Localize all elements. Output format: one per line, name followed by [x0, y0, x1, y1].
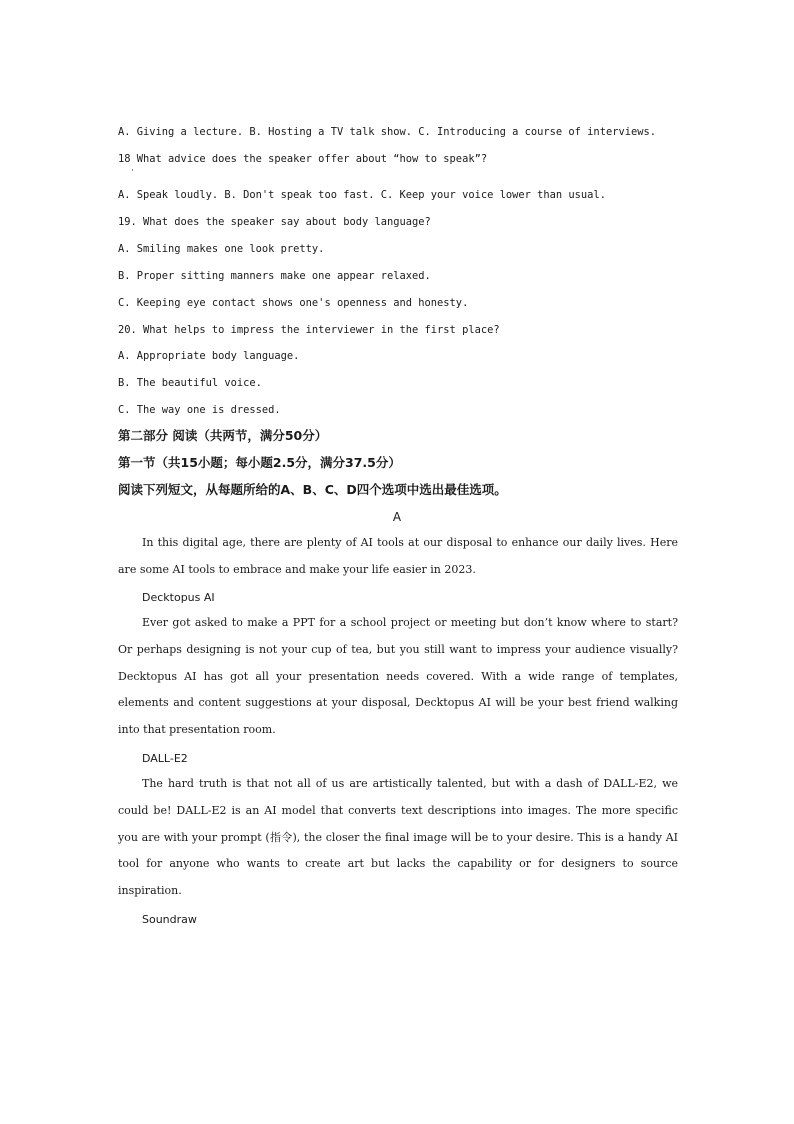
tool1-heading: Decktopus AI [142, 591, 215, 604]
section-title: 第一节（共15小题；每小题2.5分，满分37.5分） [118, 455, 401, 470]
q19-option-c: C. Keeping eye contact shows one's openness and honesty. [118, 297, 469, 309]
q19-option-b: B. Proper sitting manners make one appear relaxed. [118, 270, 431, 282]
q20-option-b: B. The beautiful voice. [118, 377, 262, 389]
q20-option-a: A. Appropriate body language. [118, 350, 300, 362]
q19-option-a: A. Smiling makes one look pretty. [118, 243, 325, 255]
q18-options: A. Speak loudly. B. Don't speak too fast. C. Keep your voice lower than usual. [118, 189, 606, 201]
reading-instruction: 阅读下列短文，从每题所给的A、B、C、D四个选项中选出最佳选项。 [118, 482, 507, 497]
tool3-heading: Soundraw [142, 913, 197, 926]
part-title: 第二部分 阅读（共两节，满分50分） [118, 428, 328, 443]
passage-intro: In this digital age, there are plenty of AI tools at our disposal to enhance our daily lives. Here are some AI tools to embrace and make your life easier in 2023. [118, 536, 678, 576]
tool2-paragraph: The hard truth is that not all of us are artistically talented, but with a dash of DALL-E2, we could be! DALL-E2 is an AI model that converts text descriptions into images. The more specific you are with your prompt (指令), the closer the final image will be to your desire. This is a handy AI tool for anyone who wants to create art but lacks the capability or for designers to source inspiration. [118, 777, 678, 898]
passage-label: A [392, 510, 402, 524]
tool2-heading: DALL-E2 [142, 752, 188, 765]
q20-stem: 20. What helps to impress the interviewer in the first place? [118, 324, 500, 336]
tool1-paragraph: Ever got asked to make a PPT for a school project or meeting but don’t know where to start? Or perhaps designing is not your cup of tea, but you still want to impress your audience visually? Decktopus AI has got all your presentation needs covered. With a wide range of templates, elements and content suggestions at your disposal, Decktopus AI will be your best friend walking into that presentation room. [118, 616, 678, 737]
q18-stem: 18 What advice does the speaker offer about “how to speak”? [118, 153, 488, 165]
q19-stem: 19. What does the speaker say about body language? [118, 216, 431, 228]
q20-option-c: C. The way one is dressed. [118, 404, 281, 416]
stray-dot-mark: · [131, 166, 134, 176]
q17-options: A. Giving a lecture. B. Hosting a TV talk show. C. Introducing a course of interviews. [118, 126, 656, 138]
